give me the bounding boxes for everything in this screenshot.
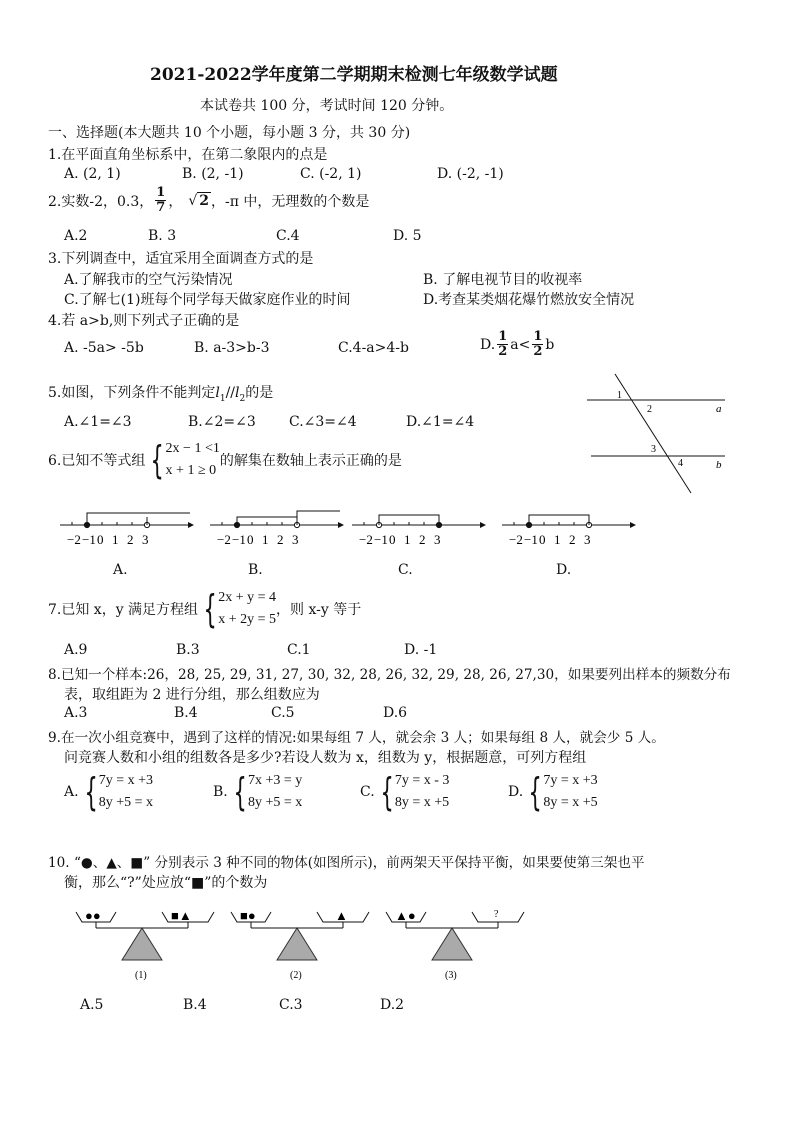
q9-stem-line1: 9.在一次小组竞赛中，遇到了这样的情况:如果每组 7 人，就会余 3 人；如果每组 8 人，就会少 5 人。 (48, 730, 665, 746)
q5-option-b[interactable]: B.∠2=∠3 (188, 414, 256, 430)
scale-2-fulcrum (277, 928, 317, 960)
q7-equation-system: { 2x + y = 4 x + 2y = 5 (203, 587, 277, 631)
number-line-tick-label: 3 (434, 532, 441, 547)
number-line-tick-label: −2 (509, 532, 523, 547)
q6-option-c[interactable]: C. (398, 562, 413, 578)
q4-stem: 4.若 a>b,则下列式子正确的是 (48, 313, 240, 329)
number-line-tick-label: −1 (374, 532, 388, 547)
q3-option-c[interactable]: C.了解七(1)班每个同学每天做家庭作业的时间 (64, 292, 351, 308)
q7-option-d[interactable]: D. -1 (404, 642, 438, 658)
number-line-tick-label: −2 (359, 532, 373, 547)
q8-option-c[interactable]: C.5 (271, 705, 295, 721)
q4-option-a[interactable]: A. -5a> -5b (64, 340, 144, 356)
q7-stem: 7.已知 x，y 满足方程组 { 2x + y = 4 x + 2y = 5 ，则 x-y 等于 (48, 587, 362, 631)
number-line-tick-label: 0 (539, 532, 546, 547)
page-title: 2021-2022学年度第二学期期末检测七年级数学试题 (150, 65, 558, 85)
parallel-lines-figure (585, 370, 730, 498)
number-line-arrow (188, 522, 194, 528)
q5-option-d[interactable]: D.∠1=∠4 (406, 414, 475, 430)
q8-option-a[interactable]: A.3 (64, 705, 88, 721)
q1-stem: 1.在平面直角坐标系中，在第二象限内的点是 (48, 147, 328, 163)
line-label-a: a (716, 403, 722, 415)
angle-label-4: 4 (678, 458, 683, 469)
number-line-tick-label: −2 (67, 532, 81, 547)
q10-stem-line2: 衡，那么“?”处应放“■”的个数为 (64, 875, 268, 891)
q7-option-b[interactable]: B.3 (176, 642, 200, 658)
number-line-tick-label: 0 (97, 532, 104, 547)
q9-option-b[interactable]: B. { 7x +3 = y 8y +5 = x (213, 770, 303, 814)
q6-option-a[interactable]: A. (113, 562, 128, 578)
line-label-b: b (716, 459, 722, 471)
number-line-tick-label: 1 (112, 532, 119, 547)
scale-1-caption: (1) (135, 970, 147, 981)
q1-option-b[interactable]: B. (2, -1) (182, 166, 244, 182)
q7-option-a[interactable]: A.9 (64, 642, 88, 658)
q10-option-d[interactable]: D.2 (380, 997, 405, 1013)
number-line-tick-label: 1 (262, 532, 269, 547)
balance-scale-2 (231, 908, 369, 981)
number-line-tick-label: 1 (404, 532, 411, 547)
q10-option-c[interactable]: C.3 (279, 997, 303, 1013)
q9-option-a[interactable]: A. { 7y = x +3 8y +5 = x (64, 770, 154, 814)
q6-option-d[interactable]: D. (556, 562, 572, 578)
number-line-tick-label: 0 (389, 532, 396, 547)
transversal-line (615, 374, 691, 493)
q6-option-b[interactable]: B. (248, 562, 263, 578)
solution-ray (297, 511, 340, 525)
q2-fraction: $\frac{1}{7}$ (156, 185, 166, 215)
brace-symbol: { (233, 770, 247, 814)
scale-3-fulcrum (432, 928, 472, 960)
number-line-tick-label: 0 (247, 532, 254, 547)
q10-option-a[interactable]: A.5 (80, 997, 104, 1013)
number-line-tick-label: 3 (584, 532, 591, 547)
number-line-tick-label: 3 (142, 532, 149, 547)
scale-2-left-items: ■● (240, 908, 256, 923)
number-line-tick-label: −2 (217, 532, 231, 547)
section-heading: 一、选择题(本大题共 10 个小题，每小题 3 分，共 30 分) (48, 125, 411, 141)
q4-option-d[interactable]: D. $\frac{1}{2}$ a< $\frac{1}{2}$ b (480, 329, 555, 359)
q8-stem-line2: 表，取组距为 2 进行分组，那么组数应为 (64, 687, 320, 703)
angle-label-1: 1 (617, 390, 622, 401)
q10-option-b[interactable]: B.4 (183, 997, 207, 1013)
scale-1-left-items: ●● (85, 908, 101, 923)
number-line-arrow (338, 522, 344, 528)
scale-3-caption: (3) (445, 970, 457, 981)
exam-info: 本试卷共 100 分，考试时间 120 分钟。 (200, 98, 454, 114)
q2-option-c[interactable]: C.4 (276, 228, 300, 244)
q9-option-d[interactable]: D. { 7y = x +3 8y = x +5 (508, 770, 598, 814)
q1-option-d[interactable]: D. (-2, -1) (437, 166, 504, 182)
angle-label-2: 2 (647, 404, 652, 415)
q4-option-c[interactable]: C.4-a>4-b (338, 340, 409, 356)
scale-3-left-items: ▲● (395, 908, 416, 923)
brace-symbol: { (380, 770, 394, 814)
q1-option-c[interactable]: C. (-2, 1) (300, 166, 362, 182)
q6-inequality-system: { 2x − 1 <1 x + 1 ≥ 0 (150, 438, 220, 482)
q8-option-d[interactable]: D.6 (383, 705, 408, 721)
number-line-arrow (480, 522, 486, 528)
number-line-tick-label: 3 (292, 532, 299, 547)
number-line-arrow (630, 522, 636, 528)
q8-stem-line1: 8.已知一个样本:26，28, 25, 29, 31, 27, 30, 32, 28, 26, 32, 29, 28, 26, 27,30，如果要列出样本的频数分布 (48, 667, 731, 683)
q8-option-b[interactable]: B.4 (174, 705, 198, 721)
q10-balance-figures (72, 900, 532, 990)
q3-stem: 3.下列调查中，适宜采用全面调查方式的是 (48, 251, 314, 267)
angle-label-3: 3 (651, 444, 656, 455)
number-line-tick-label: −1 (82, 532, 96, 547)
sqrt-symbol: √ (188, 192, 198, 209)
q2-option-d[interactable]: D. 5 (393, 228, 422, 244)
q2-option-a[interactable]: A.2 (64, 228, 88, 244)
number-line-tick-label: 2 (277, 532, 284, 547)
number-line-tick-label: 2 (419, 532, 426, 547)
q4-option-b[interactable]: B. a-3>b-3 (194, 340, 270, 356)
q3-option-b[interactable]: B. 了解电视节目的收视率 (423, 272, 583, 288)
scale-2-right-items: ▲ (335, 908, 348, 923)
q4-fraction-1: $\frac{1}{2}$ (498, 329, 508, 359)
q5-option-a[interactable]: A.∠1=∠3 (64, 414, 132, 430)
q2-stem-post: ，-π 中，无理数的个数是 (210, 193, 370, 210)
scale-2-caption: (2) (290, 970, 302, 981)
q7-option-c[interactable]: C.1 (287, 642, 311, 658)
brace-symbol: { (84, 770, 98, 814)
number-line-tick-label: 1 (554, 532, 561, 547)
scale-1-right-items: ■▲ (171, 908, 192, 923)
q2-sqrt-radicand: 2 (199, 193, 209, 209)
q9-stem-line2: 问竞赛人数和小组的组数各是多少?若设人数为 x，组数为 y，根据题意，可列方程组 (64, 750, 587, 766)
number-line-tick-label: 2 (569, 532, 576, 547)
q2-option-b[interactable]: B. 3 (148, 228, 177, 244)
q6-stem: 6.已知不等式组 { 2x − 1 <1 x + 1 ≥ 0 的解集在数轴上表示正确的是 (48, 438, 402, 482)
brace-symbol: { (150, 438, 165, 482)
number-line-tick-label: 2 (127, 532, 134, 547)
q2-stem-pre: 2.实数-2，0.3， (48, 193, 154, 210)
q10-stem-line1: 10. “●、▲、■” 分别表示 3 种不同的物体(如图所示)，前两架天平保持平衡，如果要使第三架也平 (48, 855, 645, 871)
brace-symbol: { (528, 770, 542, 814)
q2-stem: 2.实数-2，0.3， $\frac{1}{7}$ ， √ 2 ，-π 中，无理数的个数是 (48, 185, 370, 215)
q5-option-c[interactable]: C.∠3=∠4 (289, 414, 357, 430)
q3-option-d[interactable]: D.考查某类烟花爆竹燃放安全情况 (423, 292, 635, 308)
number-line-tick-label: −1 (232, 532, 246, 547)
q1-option-a[interactable]: A. (2, 1) (64, 166, 121, 182)
q9-option-c[interactable]: C. { 7y = x - 3 8y = x +5 (360, 770, 450, 814)
scale-1-fulcrum (122, 928, 162, 960)
balance-scale-1 (76, 908, 214, 981)
q6-number-lines (60, 505, 740, 555)
q4-fraction-2: $\frac{1}{2}$ (533, 329, 543, 359)
brace-symbol: { (203, 587, 217, 631)
q5-stem: 5.如图，下列条件不能判定$l_1//l_2$的是 (48, 385, 274, 404)
number-line-tick-label: −1 (524, 532, 538, 547)
q3-option-a[interactable]: A.了解我市的空气污染情况 (64, 272, 233, 288)
balance-scale-3 (386, 908, 524, 981)
scale-3-right-question: ? (494, 909, 499, 920)
